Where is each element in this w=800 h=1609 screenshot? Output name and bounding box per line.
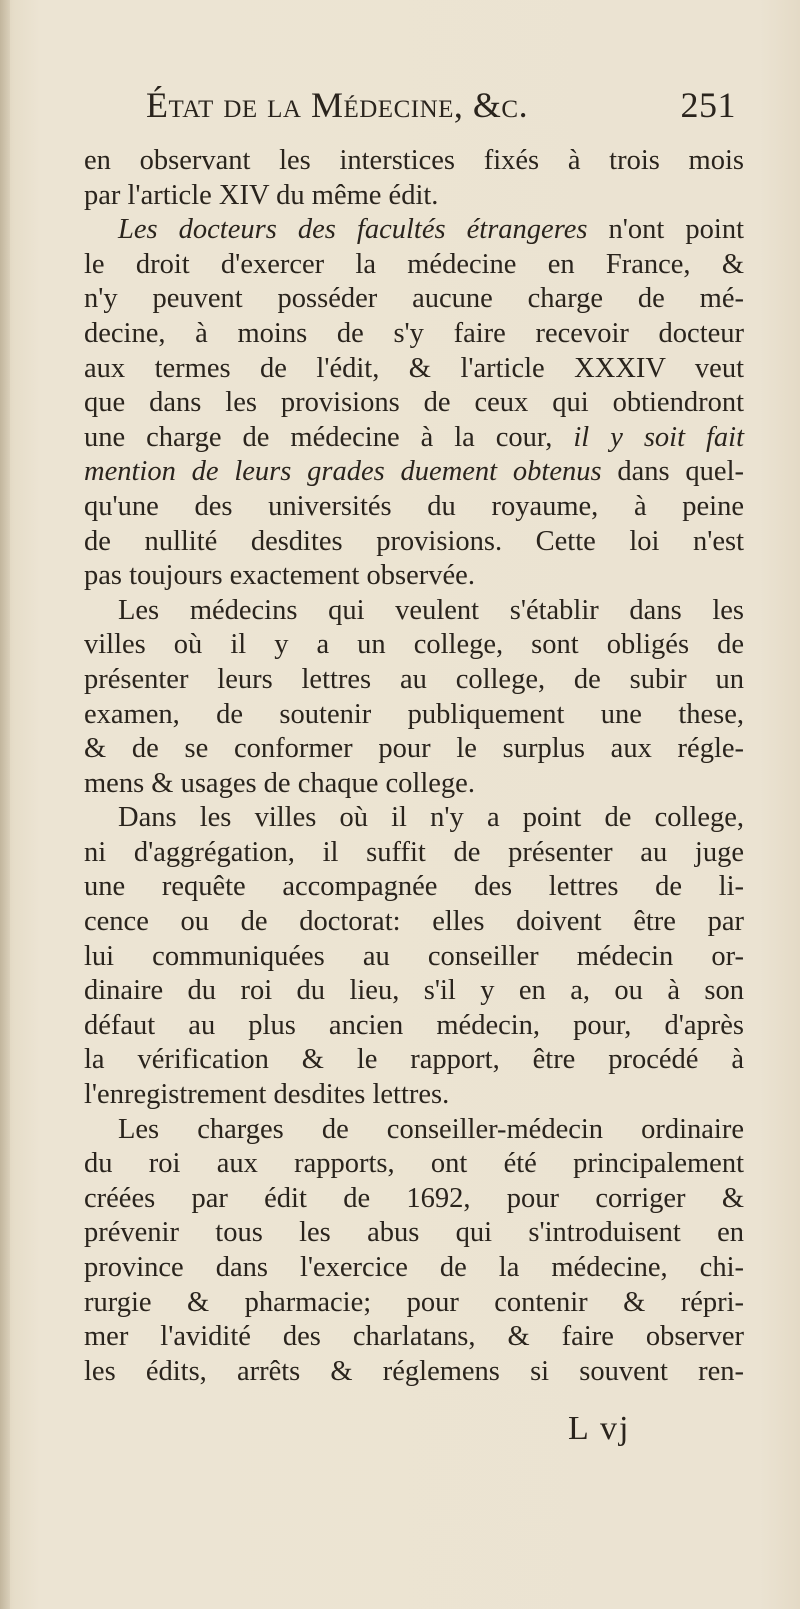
- line-text: villes où il y a un college, sont obligés de: [84, 629, 744, 661]
- text-line: [84, 732, 744, 767]
- text-line: [84, 1078, 744, 1113]
- line-text: la vérification & le rapport, être procédé à: [84, 1044, 744, 1076]
- text-line: [84, 282, 744, 317]
- page-number: 251: [680, 85, 736, 125]
- line-text: présenter leurs lettres au college, de subir un: [84, 663, 744, 695]
- line-text: province dans l'exercice de la médecine, chi-: [84, 1252, 744, 1283]
- text-line: [84, 525, 744, 560]
- text-line: [84, 1147, 744, 1182]
- line-text: lui communiquées au conseiller médecin or-: [84, 940, 744, 972]
- text-line: [84, 870, 744, 905]
- line-text: n'ont point: [587, 214, 745, 246]
- line-text: rurgie & pharmacie; pour contenir & répri-: [84, 1286, 744, 1318]
- line-text: les édits, arrêts & réglemens si souvent ren-: [84, 1355, 744, 1387]
- line-text: créées par édit de 1692, pour corriger &: [84, 1182, 744, 1214]
- signature-mark: L vj: [568, 1410, 631, 1447]
- running-title: État de la Médecine, &c.: [146, 85, 529, 125]
- line-text: du roi aux rapports, ont été principalement: [84, 1148, 744, 1180]
- line-text: Les médecins qui veulent s'établir dans les: [118, 594, 744, 626]
- text-line: [84, 421, 744, 456]
- text-line: [84, 801, 744, 836]
- italic-phrase: mention de leurs grades duement obtenus: [84, 456, 602, 488]
- text-line: [84, 179, 744, 214]
- text-line: [84, 352, 744, 387]
- text-line: [84, 1251, 744, 1286]
- line-text: n'y peuvent posséder aucune charge de mé-: [84, 283, 744, 315]
- line-text: cence ou de doctorat: elles doivent être par: [84, 906, 744, 938]
- line-text: prévenir tous les abus qui s'introduisent en: [84, 1217, 744, 1249]
- line-text: mer l'avidité des charlatans, & faire observer: [84, 1321, 744, 1353]
- text-line: [84, 317, 744, 352]
- text-line: [84, 213, 744, 248]
- italic-phrase: Les docteurs des facultés étrangeres: [118, 214, 588, 246]
- text-line: [84, 663, 744, 698]
- line-text: Les charges de conseiller-médecin ordinaire: [118, 1113, 744, 1145]
- text-line: [84, 1113, 744, 1148]
- text-line: [84, 490, 744, 525]
- text-line: [84, 905, 744, 940]
- italic-phrase: il y soit fait: [573, 421, 744, 453]
- line-text: qu'une des universités du royaume, à peine: [84, 490, 744, 522]
- line-text: pas toujours exactement observée.: [84, 560, 475, 592]
- line-text: que dans les provisions de ceux qui obtiendront: [84, 387, 744, 419]
- text-line: [84, 974, 744, 1009]
- binding-shadow: [0, 0, 10, 1609]
- line-text: l'enregistrement desdites lettres.: [84, 1079, 450, 1111]
- text-line: [84, 559, 744, 594]
- line-text: par l'article XIV du même édit.: [84, 179, 439, 211]
- line-text: decine, à moins de s'y faire recevoir docteur: [84, 317, 744, 349]
- text-line: [84, 1009, 744, 1044]
- line-text: dans quel-: [601, 456, 744, 488]
- text-line: [84, 455, 744, 490]
- text-line: [84, 144, 744, 179]
- text-line: [84, 594, 744, 629]
- line-text: de nullité desdites provisions. Cette loi n'est: [84, 525, 744, 557]
- running-header: [146, 84, 736, 134]
- line-text: ni d'aggrégation, il suffit de présenter au juge: [84, 836, 744, 868]
- text-line: [84, 628, 744, 663]
- text-line: [84, 1182, 744, 1217]
- line-text: défaut au plus ancien médecin, pour, d'après: [84, 1009, 744, 1041]
- line-text: une requête accompagnée des lettres de li-: [84, 871, 744, 903]
- text-line: [84, 940, 744, 975]
- line-text: Dans les villes où il n'y a point de college,: [118, 802, 744, 834]
- text-line: [84, 1355, 744, 1390]
- line-text: mens & usages de chaque college.: [84, 767, 475, 799]
- line-text: le droit d'exercer la médecine en France, &: [84, 248, 744, 280]
- line-text: & de se conformer pour le surplus aux régle-: [84, 733, 744, 765]
- line-text: dinaire du roi du lieu, s'il y en a, ou à son: [84, 975, 744, 1007]
- text-line: [84, 1320, 744, 1355]
- text-line: [84, 698, 744, 733]
- body-text: [84, 144, 744, 1389]
- text-line: [84, 1216, 744, 1251]
- text-line: [84, 1043, 744, 1078]
- text-line: [84, 1286, 744, 1321]
- line-text: examen, de soutenir publiquement une these,: [84, 698, 744, 730]
- text-line: [84, 767, 744, 802]
- text-line: [84, 386, 744, 421]
- text-line: [84, 836, 744, 871]
- line-text: en observant les interstices fixés à trois mois: [84, 145, 744, 176]
- line-text: aux termes de l'édit, & l'article XXXIV veut: [84, 352, 744, 384]
- line-text: une charge de médecine à la cour,: [84, 421, 574, 453]
- text-line: [84, 248, 744, 283]
